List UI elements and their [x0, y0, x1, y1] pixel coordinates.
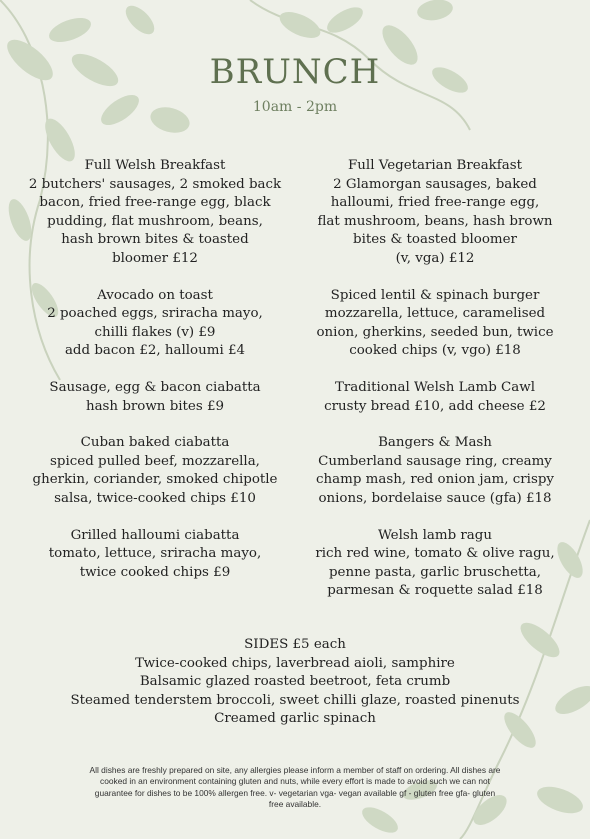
serving-hours: 10am - 2pm: [252, 99, 338, 115]
side-item: Balsamic glazed roasted beetroot, feta crumb: [139, 674, 451, 690]
menu-item-line: mozzarella, lettuce, caramelised: [324, 306, 546, 322]
menu-item-line: penne pasta, garlic bruschetta,: [328, 564, 542, 580]
menu-item-line: Spiced lentil & spinach burger: [330, 287, 540, 303]
menu-item-line: crusty bread £10, add cheese £2: [324, 398, 546, 414]
allergen-notice-line: free available.: [268, 799, 322, 810]
menu-item: [20, 379, 290, 416]
menu-item-line: hash brown bites & toasted: [61, 232, 249, 248]
menu-item-line: Avocado on toast: [97, 287, 213, 303]
menu-item-line: gherkin, coriander, smoked chipotle: [32, 472, 278, 488]
menu-item: [20, 157, 290, 269]
allergen-notice-line: cooked in an environment containing gluten and nuts, while every effort is made to avoid such we can not: [100, 776, 490, 787]
menu-item-line: add bacon £2, halloumi £4: [64, 343, 246, 359]
menu-item-line: bites & toasted bloomer: [353, 232, 517, 248]
menu-item-line: Bangers & Mash: [378, 435, 492, 451]
menu-item-line: chilli flakes (v) £9: [94, 324, 216, 340]
right-menu-column: [300, 157, 570, 601]
menu-item-line: pudding, flat mushroom, beans,: [47, 213, 263, 229]
menu-item-line: onions, bordelaise sauce (gfa) £18: [318, 490, 552, 506]
side-item: Steamed tenderstem broccoli, sweet chilli glaze, roasted pinenuts: [70, 692, 520, 708]
menu-item-line: halloumi, fried free-range egg,: [330, 195, 540, 211]
menu-item-line: tomato, lettuce, sriracha mayo,: [48, 546, 262, 562]
menu-item-line: Cuban baked ciabatta: [80, 435, 230, 451]
menu-item-line: hash brown bites £9: [85, 398, 225, 414]
menu-item: [300, 287, 570, 361]
menu-item: [300, 434, 570, 508]
menu-item-line: salsa, twice-cooked chips £10: [54, 490, 256, 506]
menu-item: [300, 157, 570, 269]
menu-item-line: 2 Glamorgan sausages, baked: [333, 176, 537, 192]
menu-item-line: champ mash, red onion jam, crispy: [316, 472, 554, 488]
menu-item-line: Welsh lamb ragu: [377, 527, 492, 543]
menu-item-line: Full Welsh Breakfast: [84, 158, 226, 173]
menu-item: [300, 379, 570, 416]
menu-item-line: 2 butchers' sausages, 2 smoked back: [28, 176, 282, 192]
allergen-notice-line: guarantee for dishes to be 100% allergen free. v- vegetarian vga- vegan available gf - gluten free gfa- gluten: [94, 787, 496, 798]
menu-item-line: parmesan & roquette salad £18: [327, 583, 543, 599]
menu-item-line: (v, vga) £12: [395, 250, 475, 266]
menu-item-line: Traditional Welsh Lamb Cawl: [334, 379, 536, 395]
allergen-notice: [36, 765, 554, 811]
menu-item-line: spiced pulled beef, mozzarella,: [50, 453, 260, 469]
menu-item-line: Full Vegetarian Breakfast: [348, 158, 522, 173]
menu-item: [300, 527, 570, 601]
menu-item-line: onion, gherkins, seeded bun, twice: [316, 324, 554, 340]
menu-item-line: 2 poached eggs, sriracha mayo,: [47, 306, 263, 322]
menu-item-line: Sausage, egg & bacon ciabatta: [49, 379, 261, 395]
side-item: Twice-cooked chips, laverbread aioli, samphire: [135, 655, 455, 671]
menu-item-line: flat mushroom, beans, hash brown: [317, 213, 553, 229]
menu-item-line: bacon, fried free-range egg, black: [39, 195, 271, 211]
menu-item-line: rich red wine, tomato & olive ragu,: [315, 546, 555, 562]
side-item: Creamed garlic spinach: [214, 711, 376, 727]
menu-title: BRUNCH: [209, 52, 381, 92]
sides-heading: SIDES £5 each: [244, 637, 346, 652]
left-menu-column: [20, 157, 290, 582]
menu-item-line: cooked chips (v, vgo) £18: [349, 343, 521, 359]
menu-item: [20, 287, 290, 361]
menu-item-line: Cumberland sausage ring, creamy: [318, 453, 552, 469]
menu-item-line: twice cooked chips £9: [79, 564, 231, 580]
menu-item: [20, 434, 290, 508]
sides-section: [0, 636, 590, 729]
allergen-notice-line: All dishes are freshly prepared on site, any allergies please inform a member of staff on ordering. All dishes are: [89, 765, 501, 775]
menu-item: [20, 527, 290, 583]
menu-item-line: Grilled halloumi ciabatta: [70, 527, 240, 543]
menu-item-line: bloomer £12: [112, 250, 198, 266]
